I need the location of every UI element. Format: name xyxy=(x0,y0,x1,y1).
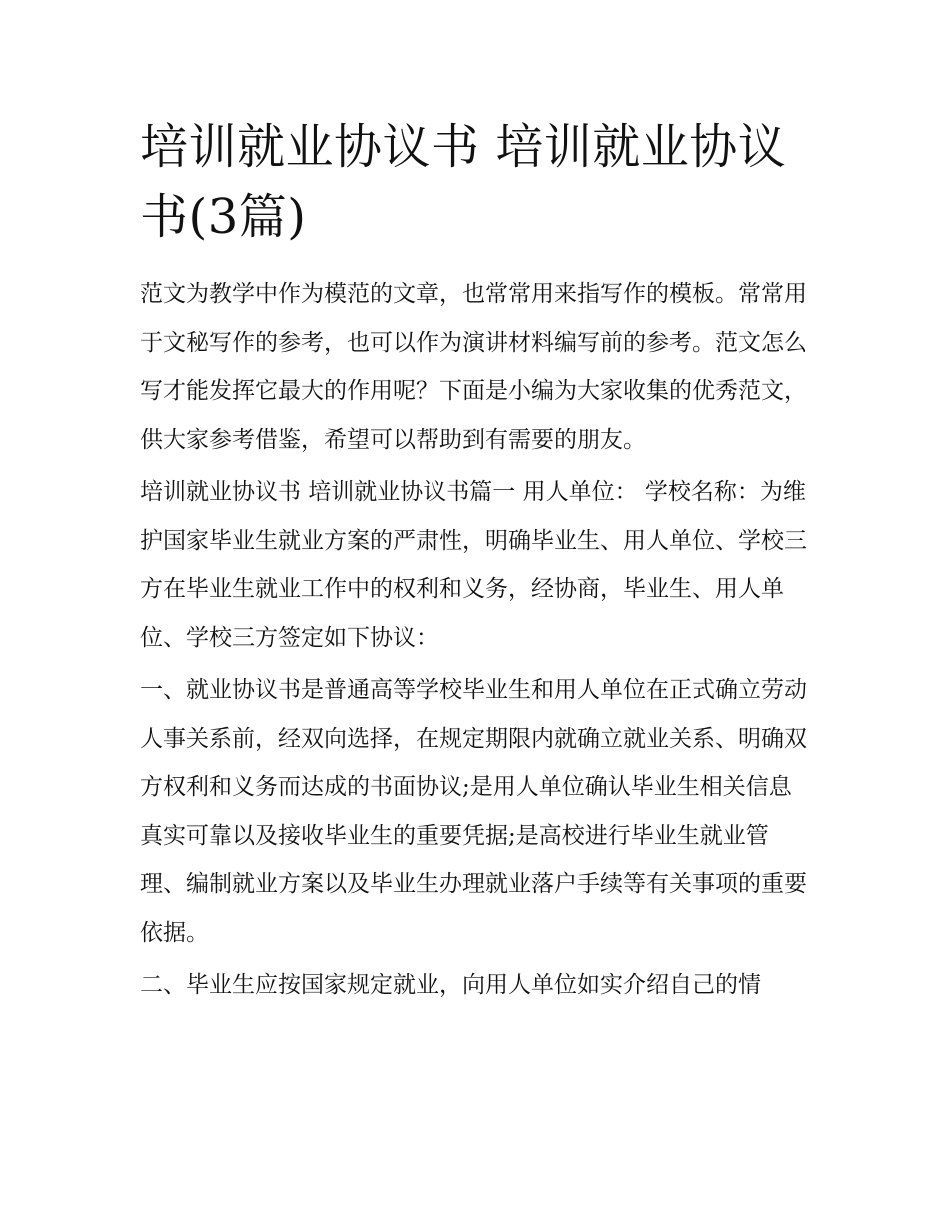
paragraph-intro: 范文为教学中作为模范的文章，也常常用来指写作的模板。常常用于文秘写作的参考，也可以作为演讲材料编写前的参考。范文怎么写才能发挥它最大的作用呢？下面是小编为大家收集的优秀范文，供大家参考借鉴，希望可以帮助到有需要的朋友。 xyxy=(140,281,807,453)
document-title: 培训就业协议书 培训就业协议书(3篇) xyxy=(140,119,787,245)
paragraph-clause-two: 二、毕业生应按国家规定就业，向用人单位如实介绍自己的情 xyxy=(140,972,761,998)
document-body xyxy=(140,112,812,1014)
paragraph-clause-one: 一、就业协议书是普通高等学校毕业生和用人单位在正式确立劳动人事关系前，经双向选择，在规定期限内就确立就业关系、明确双方权利和义务而达成的书面协议;是用人单位确认毕业生相关信息真实可靠以及接收毕业生的重要凭据;是高校进行毕业生就业管理、编制就业方案以及毕业生办理就业落户手续等有关事项的重要依据。 xyxy=(140,677,807,946)
paragraph-agreement-header: 培训就业协议书 培训就业协议书篇一 用人单位： 学校名称：为维护国家毕业生就业方案的严肃性，明确毕业生、用人单位、学校三方在毕业生就业工作中的权利和义务，经协商，毕业生、用人单位、学校三方签定如下协议： xyxy=(140,479,807,651)
